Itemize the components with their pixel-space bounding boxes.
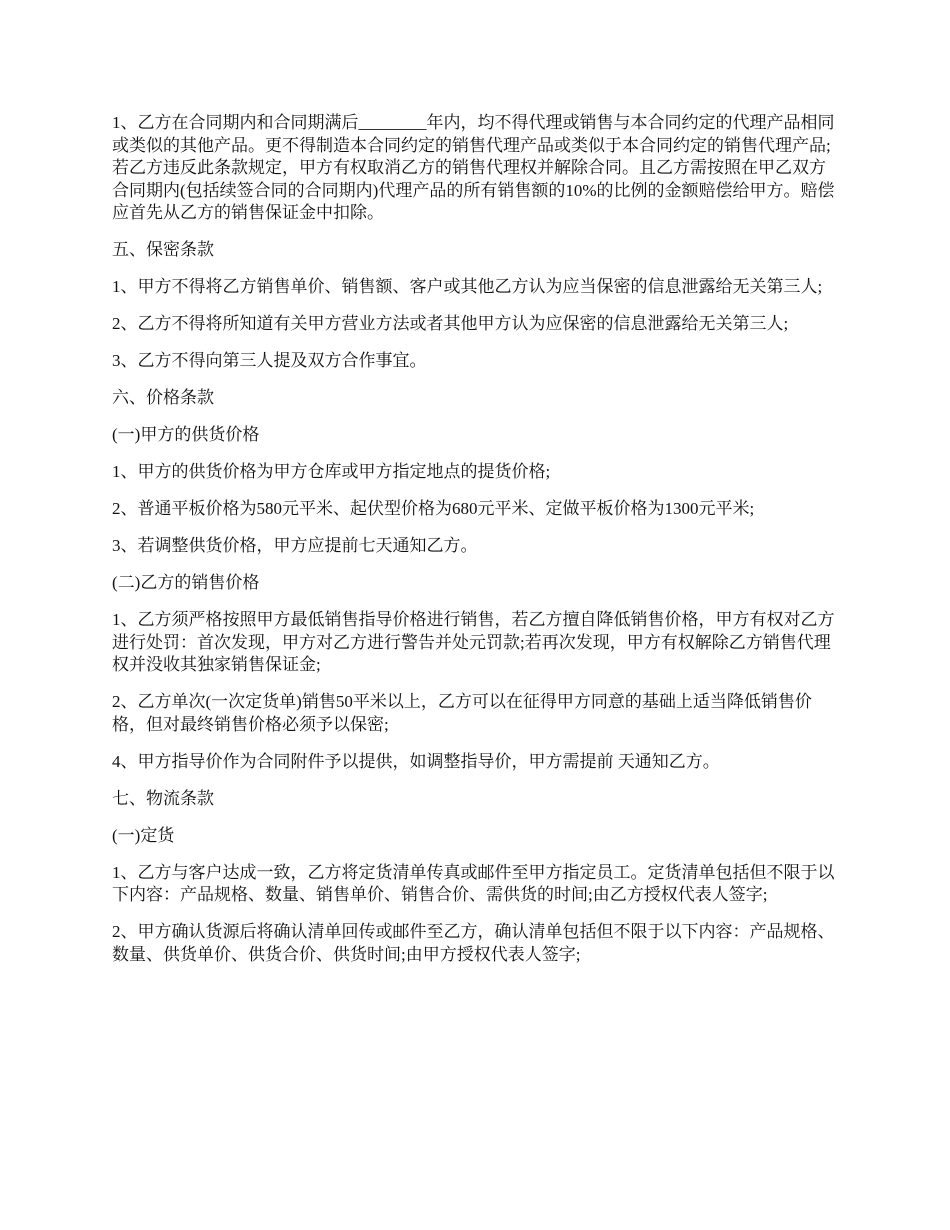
supply-price-item-1: 1、甲方的供货价格为甲方仓库或甲方指定地点的提货价格; — [112, 462, 551, 481]
subsection-heading-supply-price: (一)甲方的供货价格 — [112, 425, 260, 444]
ordering-item-2: 2、甲方确认货源后将确认清单回传或邮件至乙方，确认清单包括但不限于以下内容：产品规格、数量、供货单价、供货合价、供货时间;由甲方授权代表人签字; — [112, 922, 835, 964]
clause-non-compete: 1、乙方在合同期内和合同期满后________年内，均不得代理或销售与本合同约定的代理产品相同或类似的其他产品。更不得制造本合同约定的销售代理产品或类似于本合同约定的销售代理产品; 若乙方违反此条款规定，甲方有权取消乙方的销售代理权并解除合同。且乙方需按照在甲乙双方合同期内(包括续签合同的合同期内)代理产品的所有销售额的10%的比例的金额赔偿给甲方。赔偿应首先从乙方的销售保证金中扣除。 — [112, 113, 865, 222]
subsection-heading-sales-price: (二)乙方的销售价格 — [112, 573, 260, 592]
document-page — [112, 112, 865, 981]
supply-price-item-3: 3、若调整供货价格，甲方应提前七天通知乙方。 — [112, 536, 478, 555]
section-heading-price: 六、价格条款 — [112, 388, 214, 407]
sales-price-item-2: 2、乙方单次(一次定货单)销售50平米以上，乙方可以在征得甲方同意的基础上适当降低销售价格，但对最终销售价格必须予以保密; — [112, 692, 812, 734]
section-heading-logistics: 七、物流条款 — [112, 788, 214, 808]
ordering-item-1: 1、乙方与客户达成一致，乙方将定货清单传真或邮件至甲方指定员工。定货清单包括但不限于以下内容：产品规格、数量、销售单价、销售合价、需供货的时间;由乙方授权代表人签字; — [112, 862, 835, 904]
confidentiality-item-2: 2、乙方不得将所知道有关甲方营业方法或者其他甲方认为应保密的信息泄露给无关第三人; — [112, 314, 789, 333]
sales-price-item-4: 4、甲方指导价作为合同附件予以提供，如调整指导价，甲方需提前 天通知乙方。 — [112, 751, 720, 771]
sales-price-item-1: 1、乙方须严格按照甲方最低销售指导价格进行销售，若乙方擅自降低销售价格，甲方有权对乙方进行处罚：首次发现，甲方对乙方进行警告并处元罚款;若再次发现，甲方有权解除乙方销售代理权并没收其独家销售保证金; — [112, 610, 835, 674]
subsection-heading-ordering: (一)定货 — [112, 825, 175, 845]
confidentiality-item-3: 3、乙方不得向第三人提及双方合作事宜。 — [112, 351, 427, 370]
section-heading-confidentiality: 五、保密条款 — [112, 240, 214, 259]
confidentiality-item-1: 1、甲方不得将乙方销售单价、销售额、客户或其他乙方认为应当保密的信息泄露给无关第三人; — [112, 277, 823, 296]
supply-price-item-2: 2、普通平板价格为580元平米、起伏型价格为680元平米、定做平板价格为1300元平米; — [112, 499, 755, 518]
